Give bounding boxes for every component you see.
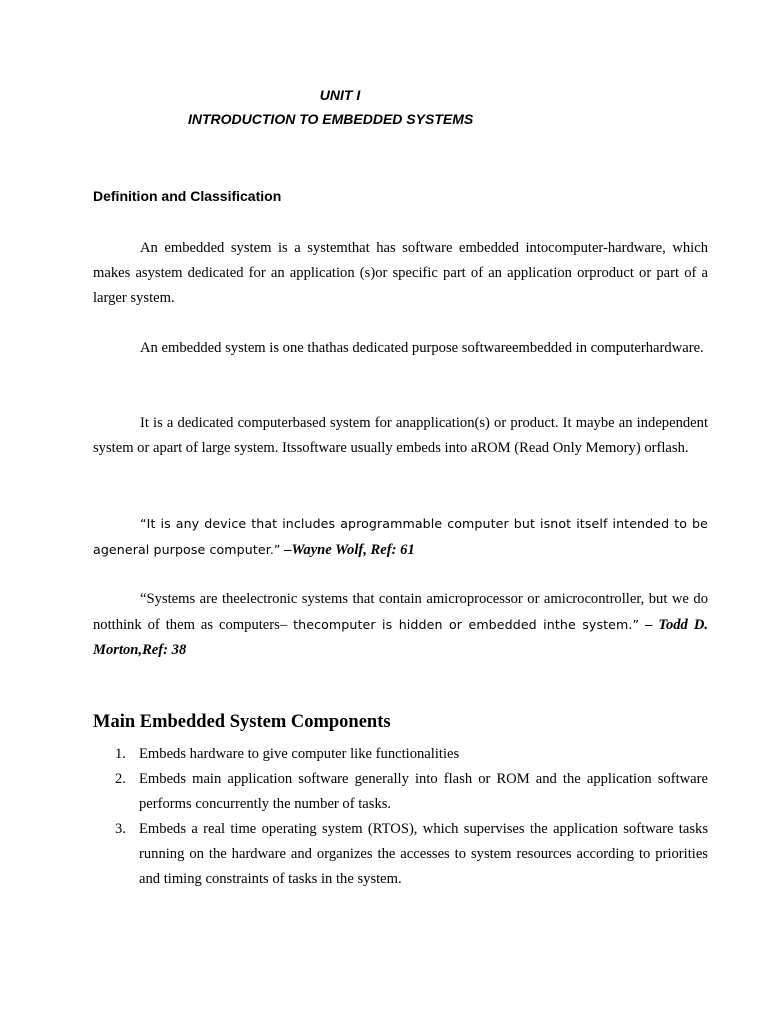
list-number: 3. [115,821,126,837]
quote-todd-morton [93,587,708,663]
quote-text: “It is any device that includes aprogrammable computer but isnot itself intended to be ageneral purpose computer.” [93,516,708,557]
quote-text: “Systems are theelectronic systems that contain amicroprocessor or amicrocontroller, but we do notthink of them as computers– [93,591,708,633]
quote-citation: –Wayne Wolf, Ref: 61 [284,542,415,558]
paragraph-definition-2: An embedded system is one thathas dedicated purpose softwareembedded in computerhardware. [140,340,704,356]
list-number: 1. [115,746,126,762]
list-item [93,767,708,817]
list-item [93,817,708,892]
list-number: 2. [115,771,126,787]
paragraph-definition-3: It is a dedicated computerbased system for anapplication(s) or product. It maybe an independent system or apart of large system. Itssoftware usually embeds into aROM (Read Only Memory) orflash. [93,415,708,456]
components-list [93,742,708,892]
quote-text-continued: thecomputer is hidden or embedded inthe system.” [293,617,640,632]
list-text: Embeds hardware to give computer like functionalities [139,746,460,762]
list-text: Embeds a real time operating system (RTOS), which supervises the application software tasks running on the hardware and organizes the accesses to system resources according to priorities and timing constraints of tasks in the system. [139,821,708,887]
unit-heading: UNIT I [319,87,361,103]
chapter-title: INTRODUCTION TO EMBEDDED SYSTEMS [188,111,474,127]
section-title: Definition and Classification [93,188,282,204]
components-heading: Main Embedded System Components [93,712,391,732]
list-text: Embeds main application software generally into flash or ROM and the application software performs concurrently the number of tasks. [139,771,708,812]
list-item [93,742,708,767]
quote-wayne-wolf [93,511,708,563]
quote-citation: – Todd D. Morton,Ref: 38 [93,617,709,658]
paragraph-definition: An embedded system is a systemthat has software embedded intocomputer-hardware, which makes asystem dedicated for an application (s)or specific part of an application orproduct or part of a larger system. [93,240,708,306]
